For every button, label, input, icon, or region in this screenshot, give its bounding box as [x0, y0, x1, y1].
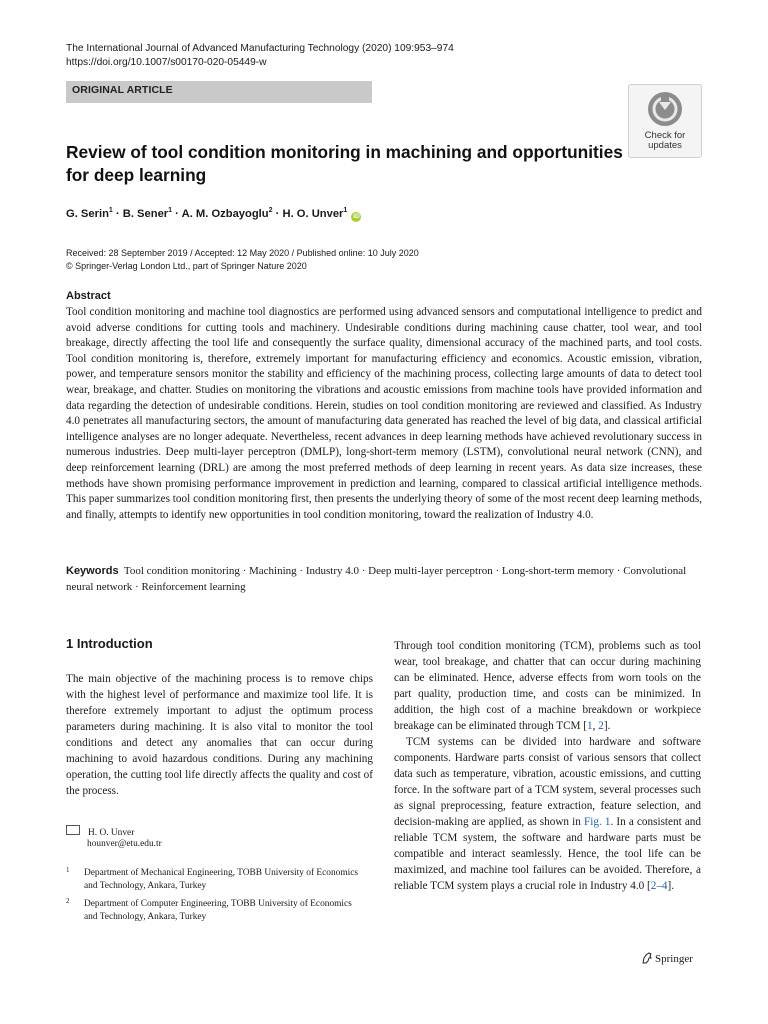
paper-title: Review of tool condition monitoring in machining and opportunities for deep learning: [66, 142, 623, 185]
citation-link[interactable]: 2–4: [650, 880, 668, 892]
keywords-label: Keywords: [66, 565, 119, 577]
author-list: [66, 207, 361, 222]
paragraph-text: ].: [603, 720, 611, 732]
copyright-icon: ©: [66, 261, 73, 271]
author-name[interactable]: H. O. Unver: [282, 208, 344, 220]
springer-horse-icon: [641, 952, 653, 964]
abstract-heading: Abstract: [66, 290, 111, 302]
affiliation-text: Department of Mechanical Engineering, TOBB University of Economics and Technology, Ankara, Turkey: [84, 868, 359, 892]
copyright-line: [66, 260, 419, 273]
publication-dates: Received: 28 September 2019 / Accepted: 12 May 2020 / Published online: 10 July 2020: [66, 248, 419, 258]
author-affiliation-mark: 2: [268, 207, 273, 214]
intro-right-column: [394, 638, 701, 894]
journal-header: [66, 42, 454, 70]
paragraph-text: . In a consistent and reliable TCM system, the software and hardware parts must be compatible and interact seamlessly. Hence, the tool life can be maximized, and machine tool failures can be avoided. Therefore, a reliable TCM system plays a crucial role in Industry 4.0 [: [394, 816, 701, 892]
check-updates-line1: Check for: [644, 130, 686, 141]
section-heading-introduction: 1 Introduction: [66, 636, 153, 651]
paragraph-text: TCM systems can be divided into hardware and software components. Hardware parts consist of various sensors that collect data such as temperature, vibration, acoustic emissions, and cutting force. In the software part of a TCM system, several processes such as signal preprocessing, feature extraction, feature selection, and decision-making are applied, as shown in: [394, 736, 701, 828]
intro-left-paragraph: The main objective of the machining process is to remove chips with the highest level of performance and maximize tool life. It is therefore extremely important to adjust the optimum process parameters during machining. It is also vital to monitor the tool conditions and detect any anomalies that can occur during machining to avoid hazardous conditions. During any machining operation, the cutting tool life directly affects the quality and cost of the process.: [66, 673, 373, 797]
corresponding-author-name: H. O. Unver: [88, 828, 135, 838]
author-name[interactable]: A. M. Ozbayoglu: [181, 208, 269, 220]
keywords-text: Tool condition monitoring · Machining · Industry 4.0 · Deep multi-layer perceptron · Long-short-term memory · Convolutional neural network · Reinforcement learning: [66, 565, 687, 593]
orcid-icon[interactable]: iD: [353, 213, 360, 220]
author-name[interactable]: G. Serin: [66, 208, 109, 220]
figure-link[interactable]: Fig. 1: [584, 816, 611, 828]
paragraph-text: Through tool condition monitoring (TCM), problems such as tool wear, tool breakage, and chatter that can occur during machining can be eliminated. Hence, adverse effects from worn tools on the part quality, production time, and costs can be minimized. In addition, the high cost of a machine breakdown or workpiece breakage can be eliminated through TCM [: [394, 640, 701, 732]
paragraph-text: ].: [667, 880, 675, 892]
author-affiliation-mark: 1: [108, 207, 113, 214]
author-affiliation-mark: 1: [343, 207, 348, 214]
author-name[interactable]: B. Sener: [122, 208, 169, 220]
check-updates-icon: [646, 90, 684, 128]
envelope-icon: [66, 825, 80, 835]
affiliation-number: 2: [66, 897, 70, 905]
citation-separator: ,: [592, 720, 599, 732]
check-for-updates-button[interactable]: [628, 84, 702, 158]
intro-paragraph: [394, 734, 701, 894]
publication-dates-block: [66, 247, 419, 273]
article-type-label: ORIGINAL ARTICLE: [72, 84, 173, 96]
keywords-block: [66, 564, 706, 595]
citation-link[interactable]: 1: [587, 720, 593, 732]
publisher-logo: [641, 952, 693, 965]
doi-link[interactable]: https://doi.org/10.1007/s00170-020-05449-w: [66, 57, 267, 68]
author-separator: ·: [175, 208, 179, 220]
author-affiliation-mark: 1: [168, 207, 173, 214]
copyright-text: Springer-Verlag London Ltd., part of Springer Nature 2020: [75, 261, 307, 271]
author-separator: ·: [115, 208, 120, 220]
citation-link[interactable]: 2: [598, 720, 604, 732]
affiliation-number: 1: [66, 866, 70, 874]
publisher-name: Springer: [655, 953, 693, 965]
affiliation-text: Department of Computer Engineering, TOBB University of Economics and Technology, Ankara, Turkey: [84, 899, 352, 923]
check-updates-line2: updates: [648, 140, 682, 151]
corresponding-email[interactable]: hounver@etu.edu.tr: [87, 839, 162, 849]
author-separator: ·: [275, 208, 280, 220]
intro-paragraph: [394, 638, 701, 734]
abstract-text: Tool condition monitoring and machine tool diagnostics are performed using advanced sensors and computational intelligence to predict and avoid adverse conditions for cutting tools and machinery. Undesirable conditions during machining cause chatter, tool wear, and tool breakage, directly affecting the tool life and consequently the surface quality, dimensional accuracy of the machined parts, and tool costs. Tool condition monitoring is, therefore, extremely important for manufacturing efficiency and economics. Acoustic emission, vibration, power, and temperature sensors monitor the stability and efficiency of the machining process, collecting large amounts of data to detect tool wear, breakage, and chatter. Studies on monitoring the vibrations and acoustic emissions from machine tools have provided information and data regarding the detection of undesirable conditions. Herein, studies on tool condition monitoring are reviewed and classified. As Industry 4.0 penetrates all manufacturing sectors, the amount of manufacturing data generated has reached the level of big data, and classical artificial intelligence analyses are no longer adequate. Nevertheless, recent advances in deep learning methods have achieved revolutionary success in numerous industries. Deep multi-layer perceptron (DMLP), long-short-term memory (LSTM), convolutional neural network (CNN), and deep reinforcement learning (DRL) are among the most preferred methods of deep learning in recent years. As data size increases, these methods have shown promising performance improvement in prediction and learning, compared to classical artificial intelligence methods. This paper summarizes tool condition monitoring first, then presents the underlying theory of some of the most recent deep learning methods, and finally, attempts to identify new opportunities in tool condition monitoring, toward the realization of Industry 4.0.: [66, 306, 702, 521]
journal-citation: The International Journal of Advanced Manufacturing Technology (2020) 109:953–974: [66, 43, 454, 54]
